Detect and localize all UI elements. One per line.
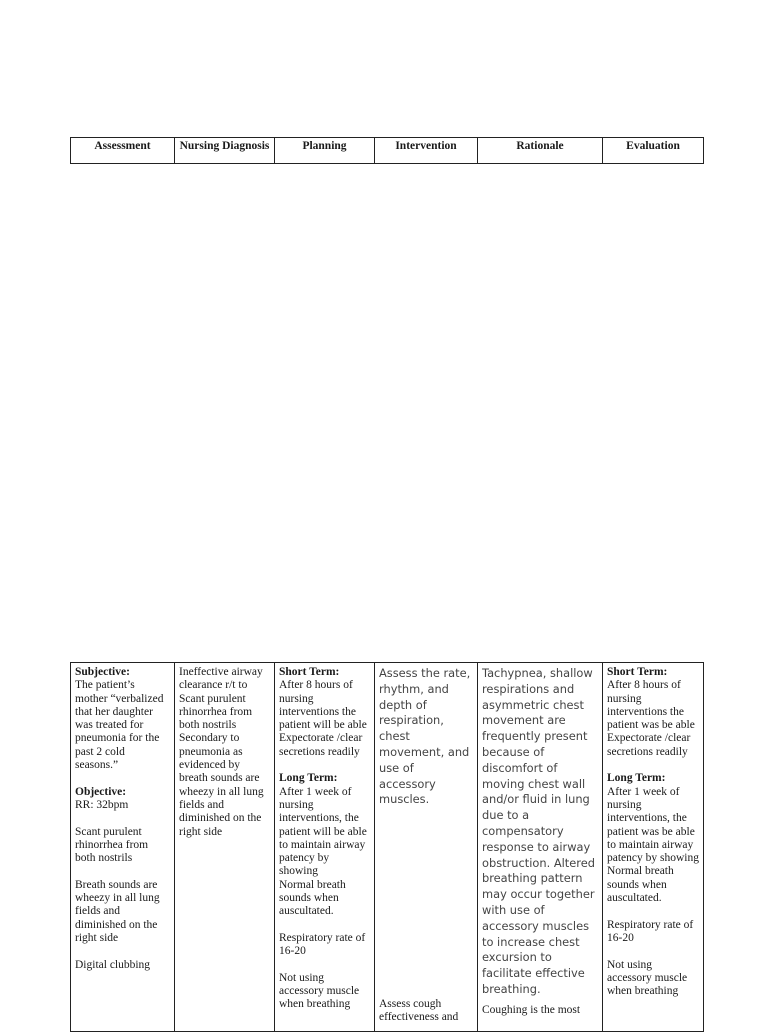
evaluation-accessory-muscle: Not using accessory muscle when breathing xyxy=(607,958,688,998)
evaluation-normal-breath: Normal breath sounds when auscultated. xyxy=(607,865,674,905)
subjective-label: Subjective: xyxy=(75,666,130,678)
scant-rhinorrhea: Scant purulent rhinorrhea from both nostrils xyxy=(75,825,149,865)
evaluation-short-label: Short Term: xyxy=(607,666,668,678)
assessment-cell xyxy=(71,663,175,1032)
rationale-item-2: Coughing is the most xyxy=(482,1003,581,1016)
planning-accessory-muscle: Not using accessory muscle when breathing xyxy=(279,971,360,1011)
header-evaluation: Evaluation xyxy=(603,138,704,164)
planning-short-label: Short Term: xyxy=(279,666,340,678)
header-table xyxy=(70,137,704,164)
planning-long-label: Long Term: xyxy=(279,772,338,785)
rationale-cell xyxy=(478,663,603,1032)
rationale-item-1: Tachypnea, shallow respirations and asymmetric chest movement are frequently present because of discomfort of moving chest wall and/or fluid in lung due to a compensatory response to airway obstruction. Altered breathing pattern may occur together with use of accessory muscles to increase chest excursion to facilitate effective breathing. xyxy=(482,666,595,996)
intervention-item-1: Assess the rate, rhythm, and depth of respiration, chest movement, and use of accessory muscles. xyxy=(379,666,471,807)
header-planning: Planning xyxy=(275,138,375,164)
planning-cell xyxy=(275,663,375,1032)
digital-clubbing: Digital clubbing xyxy=(75,958,151,971)
planning-respiratory-rate: Respiratory rate of 16-20 xyxy=(279,931,366,958)
header-rationale: Rationale xyxy=(478,138,603,164)
intervention-cell xyxy=(375,663,478,1032)
care-plan-table xyxy=(70,662,704,1032)
header-nursing-diagnosis: Nursing Diagnosis xyxy=(175,138,275,164)
respiratory-rate: RR: 32bpm xyxy=(75,798,129,811)
header-intervention: Intervention xyxy=(375,138,478,164)
diagnosis-text: Ineffective airway clearance r/t to Scant purulent rhinorrhea from both nostrils Secondary to pneumonia as evidenced by breath sounds are wheezy in all lung fields and diminished on the right side xyxy=(179,666,264,838)
planning-long-text: After 1 week of nursing interventions, the patient will be able to maintain airway patency by showing xyxy=(279,785,367,878)
evaluation-cell xyxy=(603,663,704,1032)
evaluation-respiratory-rate: Respiratory rate of 16-20 xyxy=(607,918,694,944)
evaluation-long-text: After 1 week of nursing interventions, the patient was be able to maintain airway patency by showing xyxy=(607,785,699,865)
evaluation-short-text: After 8 hours of nursing interventions the patient was be able Expectorate /clear secretions readily xyxy=(607,679,695,758)
diagnosis-cell xyxy=(175,663,275,1032)
evaluation-long-label: Long Term: xyxy=(607,772,666,785)
subjective-text: The patient’s mother “verbalized that her daughter was treated for pneumonia for the past 2 cold seasons.” xyxy=(75,679,164,772)
objective-label: Objective: xyxy=(75,785,127,798)
planning-short-text: After 8 hours of nursing interventions the patient will be able Expectorate /clear secretions readily xyxy=(279,679,367,758)
breath-sounds: Breath sounds are wheezy in all lung fields and diminished on the right side xyxy=(75,878,160,944)
planning-normal-breath: Normal breath sounds when auscultated. xyxy=(279,878,346,918)
intervention-item-2: Assess cough effectiveness and xyxy=(379,998,459,1024)
header-assessment: Assessment xyxy=(71,138,175,164)
